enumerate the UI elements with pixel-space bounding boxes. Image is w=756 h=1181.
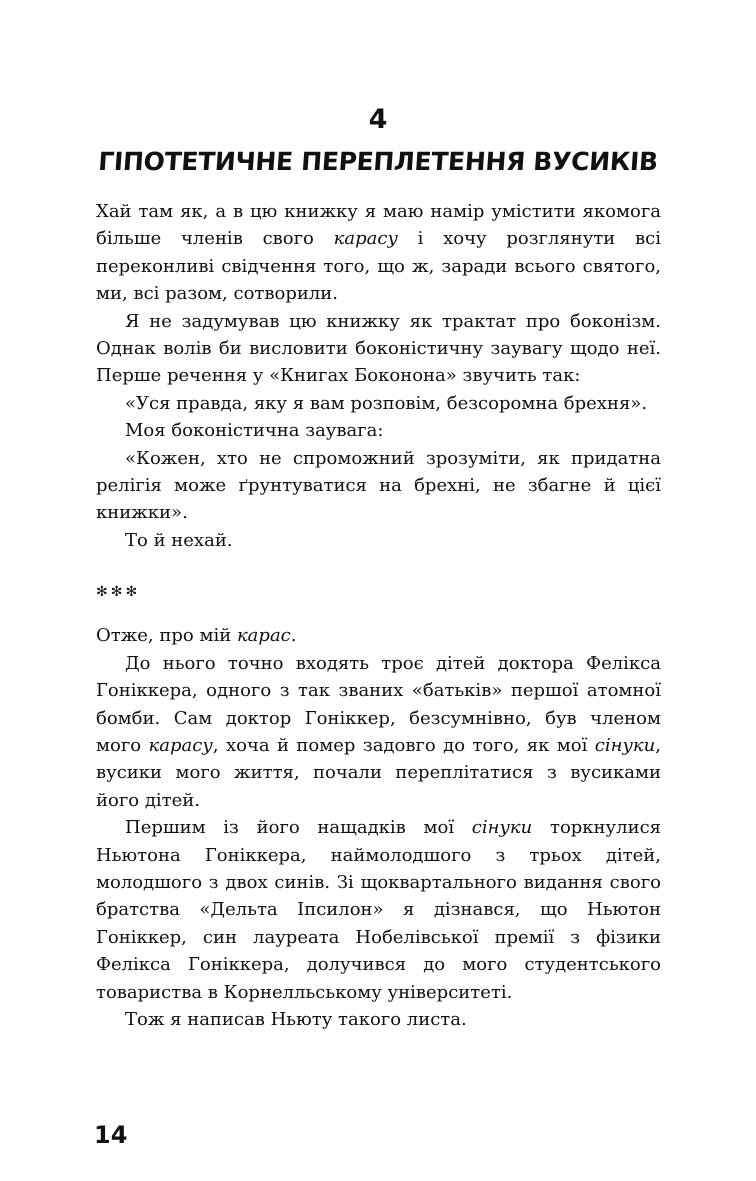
paragraph: Моя боконістична заувага:: [125, 420, 384, 442]
paragraph: Першим із його нащадків мої сінуки торкнулися Ньютона Гоніккера, наймолодшого з трьох дітей, молодшого з двох синів. Зі щоквартального видання свого братства «Дельта Іпсилон» я дізнався, що Ньютон Гоніккер, син лауреата Нобелівської премії з фізики Фелікса Гоніккера, долучився до мого студентського товариства в Корнелльському університеті.: [96, 817, 662, 1003]
chapter-number: 4: [368, 104, 388, 135]
paragraph: Хай там як, а в цю книжку я маю намір умістити якомога більше членів свого карасу і хочу розглянути всі переконливі свідчення того, що ж, заради всього святого, ми, всі разом, сотворили.: [96, 201, 661, 305]
paragraph: Отже, про мій карас.: [96, 625, 297, 647]
chapter-title: ГІПОТЕТИЧНЕ ПЕРЕПЛЕТЕННЯ ВУСИКІВ: [97, 147, 659, 176]
paragraph: Тож я написав Ньюту такого листа.: [125, 1008, 467, 1030]
paragraph: Я не задумував цю книжку як трактат про боконізм. Однак волів би висловити боконістичну заувагу щодо неї. Перше речення у «Книгах Боконона» звучить так:: [96, 310, 661, 387]
section-separator: ✻✻✻: [96, 584, 141, 601]
paragraph: «Кожен, хто не спроможний зрозуміти, як придатна релігія може ґрунтуватися на брехні, не збагне й цієї книжки».: [96, 447, 661, 524]
page-number: 14: [94, 1121, 128, 1149]
paragraph: То й нехай.: [125, 529, 233, 551]
paragraph: До нього точно входять троє дітей доктора Фелікса Гоніккера, одного з так званих «батьків» першої атомної бомби. Сам доктор Гоніккер, безсумнівно, був членом мого карасу, хоча й помер задовго до того, як мої сінуки, вусики мого життя, почали переплітатися з вусиками його дітей.: [96, 652, 662, 811]
paragraph: «Уся правда, яку я вам розповім, безсоромна брехня».: [125, 392, 648, 414]
body-text: [96, 198, 661, 1033]
